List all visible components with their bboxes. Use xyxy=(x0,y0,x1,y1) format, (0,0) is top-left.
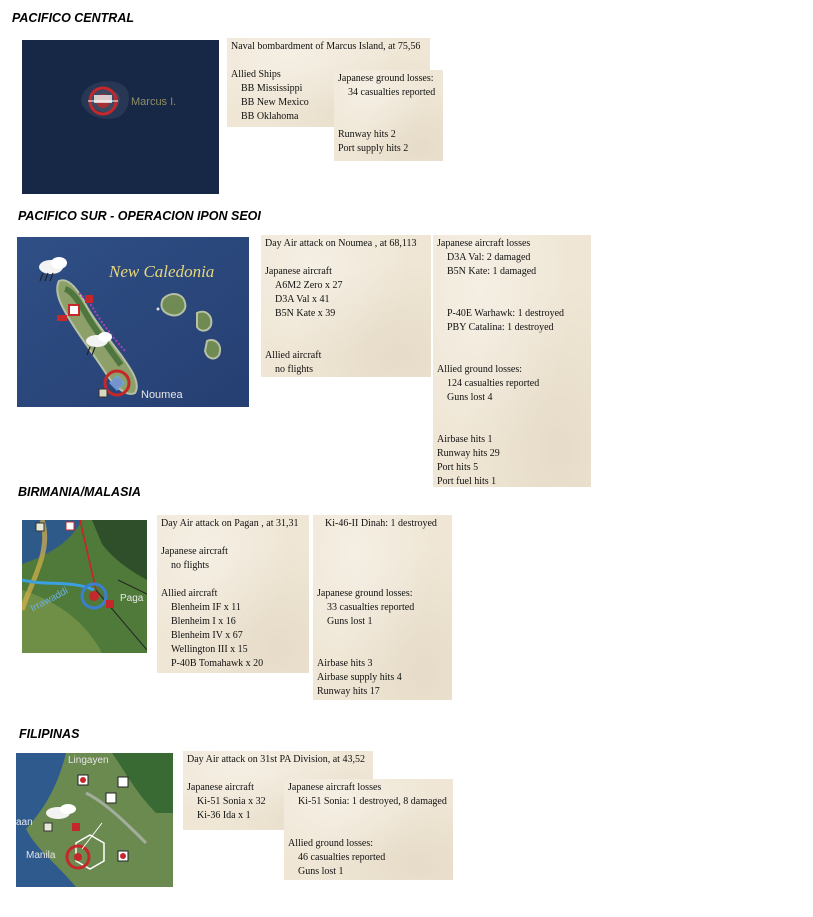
hits-item: Runway hits 29 xyxy=(437,448,500,459)
ground-item: Guns lost 1 xyxy=(298,866,344,877)
allied-ships-header: Allied Ships xyxy=(231,69,281,80)
loss-item: Ki-51 Sonia: 1 destroyed, 8 damaged xyxy=(298,796,447,807)
report-noumea-losses xyxy=(433,235,591,487)
map-new-caledonia xyxy=(17,237,249,407)
japanese-aircraft-header: Japanese aircraft xyxy=(265,266,332,277)
ground-item: 124 casualties reported xyxy=(447,378,540,389)
loss-item: PBY Catalina: 1 destroyed xyxy=(447,322,554,333)
report-title: Day Air attack on 31st PA Division, at 43,52 xyxy=(187,754,365,765)
aircraft-item: Blenheim IV x 67 xyxy=(171,630,243,641)
aircraft-item: D3A Val x 41 xyxy=(275,294,330,305)
map-label-noumea: Noumea xyxy=(141,389,183,401)
loss-item: Ki-46-II Dinah: 1 destroyed xyxy=(325,518,437,529)
aircraft-item: Ki-36 Ida x 1 xyxy=(197,810,251,821)
map-marcus-island xyxy=(22,40,219,194)
report-31st-pa-division-losses xyxy=(284,779,453,880)
ground-item: Guns lost 4 xyxy=(447,392,493,403)
aircraft-item: P-40B Tomahawk x 20 xyxy=(171,658,264,669)
heading-pacifico-sur: PACIFICO SUR - OPERACION IPON SEOI xyxy=(18,209,261,223)
aircraft-losses-header: Japanese aircraft losses xyxy=(288,782,382,793)
map-label-pagan: Paga xyxy=(120,593,144,604)
japanese-aircraft-header: Japanese aircraft xyxy=(161,546,228,557)
ground-losses-header: Allied ground losses: xyxy=(288,838,373,849)
ground-item: 46 casualties reported xyxy=(298,852,386,863)
report-noumea-attack xyxy=(261,235,431,377)
aircraft-item: Wellington III x 15 xyxy=(171,644,248,655)
runway-hits: Runway hits 2 xyxy=(338,129,396,140)
report-pagan-attack xyxy=(157,515,309,673)
ground-item: 33 casualties reported xyxy=(327,602,415,613)
report-title: Day Air attack on Noumea , at 68,113 xyxy=(265,238,417,249)
aircraft-item: A6M2 Zero x 27 xyxy=(275,280,343,291)
report-title: Day Air attack on Pagan , at 31,31 xyxy=(161,518,299,529)
map-label-irrawaddi: Irrawaddi xyxy=(28,585,71,615)
loss-item: P-40E Warhawk: 1 destroyed xyxy=(447,308,565,319)
loss-item: D3A Val: 2 damaged xyxy=(447,252,531,263)
map-title-new-caledonia: New Caledonia xyxy=(109,262,215,281)
allied-aircraft-header: Allied aircraft xyxy=(161,588,218,599)
ship-item: BB Oklahoma xyxy=(241,111,299,122)
aircraft-item: Blenheim IF x 11 xyxy=(171,602,241,613)
ground-item: Guns lost 1 xyxy=(327,616,373,627)
hits-item: Airbase hits 1 xyxy=(437,434,493,445)
hits-item: Runway hits 17 xyxy=(317,686,380,697)
ground-losses-header: Japanese ground losses: xyxy=(317,588,413,599)
hits-item: Port hits 5 xyxy=(437,462,479,473)
map-label-marcus: Marcus I. xyxy=(131,96,177,108)
aircraft-item: B5N Kate x 39 xyxy=(275,308,336,319)
aircraft-losses-header: Japanese aircraft losses xyxy=(437,238,531,249)
map-label-manila: Manila xyxy=(26,850,56,861)
report-marcus-losses xyxy=(334,70,443,161)
aircraft-item: no flights xyxy=(171,560,210,571)
aircraft-item: Blenheim I x 16 xyxy=(171,616,236,627)
map-label-lingayen: Lingayen xyxy=(68,755,109,766)
port-supply-hits: Port supply hits 2 xyxy=(338,143,409,154)
loss-item: B5N Kate: 1 damaged xyxy=(447,266,537,277)
map-pagan xyxy=(22,520,147,653)
report-pagan-losses xyxy=(313,515,452,700)
ground-losses-header: Japanese ground losses: xyxy=(338,73,434,84)
allied-aircraft-header: Allied aircraft xyxy=(265,350,322,361)
report-title: Naval bombardment of Marcus Island, at 75,56 xyxy=(231,41,421,52)
heading-pacifico-central: PACIFICO CENTRAL xyxy=(12,11,134,25)
hits-item: Airbase hits 3 xyxy=(317,658,373,669)
map-label-aan: aan xyxy=(16,817,33,828)
aircraft-item: no flights xyxy=(275,364,314,375)
heading-filipinas: FILIPINAS xyxy=(19,727,80,741)
hits-item: Airbase supply hits 4 xyxy=(317,672,402,683)
map-luzon xyxy=(16,753,173,887)
japanese-aircraft-header: Japanese aircraft xyxy=(187,782,254,793)
heading-birmania-malasia: BIRMANIA/MALASIA xyxy=(18,485,141,499)
hits-item: Port fuel hits 1 xyxy=(437,476,497,487)
casualties-value: 34 casualties reported xyxy=(348,87,436,98)
ground-losses-header: Allied ground losses: xyxy=(437,364,522,375)
ship-item: BB New Mexico xyxy=(241,97,309,108)
aircraft-item: Ki-51 Sonia x 32 xyxy=(197,796,266,807)
ship-item: BB Mississippi xyxy=(241,83,303,94)
